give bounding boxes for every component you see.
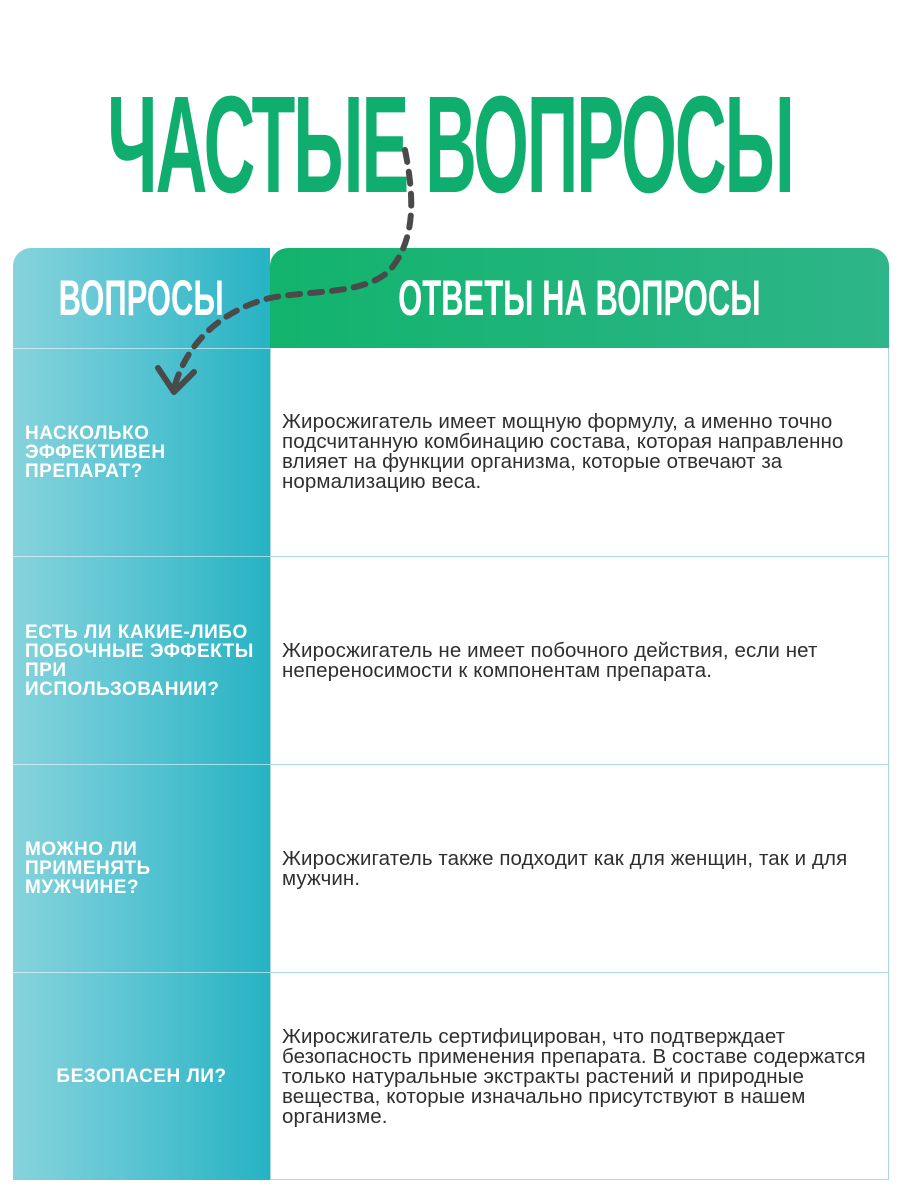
questions-header-label: ВОПРОСЫ	[58, 270, 225, 326]
question-cell	[13, 556, 270, 764]
question-text: НАСКОЛЬКО ЭФФЕКТИВЕН ПРЕПАРАТ?	[25, 423, 166, 482]
answer-text: Жиросжигатель сертифицирован, что подтверждает безопасность применения препарата. В составе содержатся только натуральные экстракты растений и природные вещества, которые изначально присутствуют в нашем организме.	[282, 1024, 866, 1128]
answer-text: Жиросжигатель имеет мощную формулу, а именно точно подсчитанную комбинацию состава, которая направленно влияет на функции организма, которые отвечают за нормализацию веса.	[282, 410, 844, 493]
answer-cell	[270, 556, 889, 764]
answer-cell	[270, 764, 889, 972]
answer-text: Жиросжигатель также подходит как для женщин, так и для мужчин.	[282, 846, 848, 890]
question-text: МОЖНО ЛИ ПРИМЕНЯТЬ МУЖЧИНЕ?	[25, 839, 151, 898]
page-title: ЧАСТЫЕ ВОПРОСЫ	[107, 67, 793, 222]
faq-table	[13, 248, 889, 1180]
question-text: БЕЗОПАСЕН ЛИ?	[56, 1066, 227, 1087]
dashed-curved-arrow-icon	[150, 140, 420, 410]
answers-header-label: ОТВЕТЫ НА ВОПРОСЫ	[398, 270, 761, 326]
answer-cell	[270, 972, 889, 1180]
question-text: ЕСТЬ ЛИ КАКИЕ-ЛИБО ПОБОЧНЫЕ ЭФФЕКТЫ ПРИ ИСПОЛЬЗОВАНИИ?	[25, 621, 254, 700]
question-cell	[13, 764, 270, 972]
answer-text: Жиросжигатель не имеет побочного действия, если нет непереносимости к компонентам препарата.	[282, 638, 818, 682]
question-cell	[13, 972, 270, 1180]
